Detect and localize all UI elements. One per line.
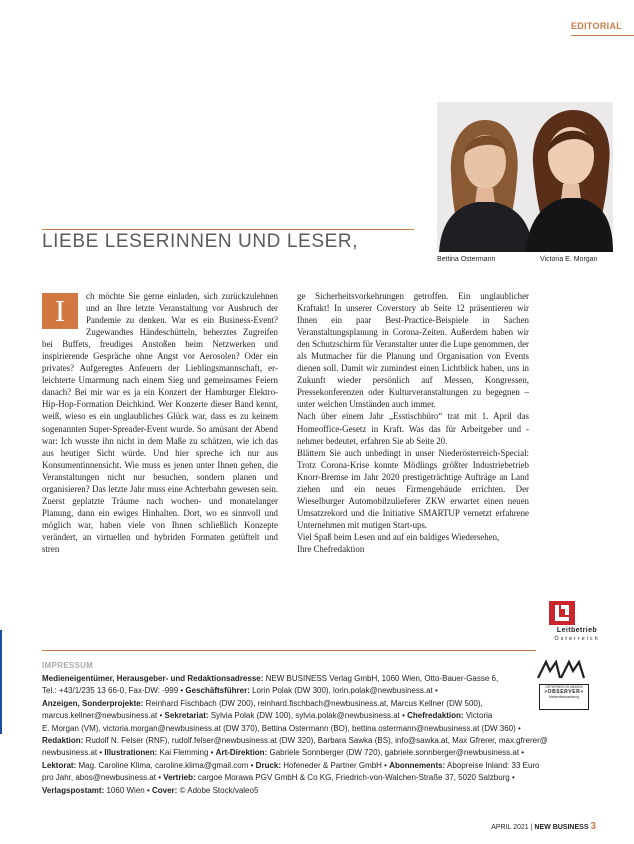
page-number: 3 [590,821,596,832]
seal-bottom-text: Medienbeobachtung [549,695,579,699]
editors-photo [437,102,613,252]
imprint-label: Anzeigen, Sonderprojekte: [42,698,144,708]
imprint-label: Illustrationen: [104,748,158,758]
leitbetrieb-text: Leitbetrieb [556,627,598,634]
imprint-line [42,785,595,797]
dropcap: I [42,293,78,329]
article-paragraph: Blättern Sie auch unbedingt in unser Niederösterreich-Special: Trotz Corona-Krise konnte Mödlings größter Industriebetrieb Knorr-Bremse im Jahr 2020 prestigeträchtige Aufträge an Land ziehen und ein neues Firmengebäude errichten. Der Wieselburger Automobilzulieferer ZKW erwartet einen neuen Umsatzrekord und die Initiative SMARTUP vernetzt erfahrene Unternehmen mit mutigen Start-ups. [297,447,529,530]
leitbetrieb-label [535,627,619,643]
imprint-label: Druck: [255,760,282,770]
imprint-value: Reinhard Fischbach (DW 200), reinhard.fischbach@newbusiness.at, Marcus Kellner (DW 500), [145,698,483,708]
article-paragraph: ch möchte Sie gerne einladen, sich zurückzulehnen und an Ihre letzte Veranstaltung vor Ausbruch der Pandemie zu denken. War es ein Business-Event? Zugewandtes Händeschütteln, beherztes Zugreifen bei Buffets, freudiges Anstoßen beim Netzwerken und inspirierende Gespräche ohne Angst vor Aerosolen? Oder ein privates? Aufgeregtes Anfeuern der Lieblingsmannschaft, erleichterte Umarmung nach einem Sieg und gemeinsames Feiern danach? Bei mir war es ja ein Konzert der Hamburger Elektro-Hip-Hop-Formation Deichkind. Wer Konzerte dieser Band kennt, weiß, wieso es ein unglaubliches Glück war, dass es zu keinem sogenannten Super-Spreader-Event wurde. So amüsant der Abend war: Ich wusste ihn nicht in dem Maße zu schätzen, wie ich das aus heutiger Sicht würde. Und hier spreche ich nur aus Konsumentinnensicht. Wie muss es jenen unter Ihnen gehen, die Veranstaltungen nicht nur besuchen, sondern planen und organisieren? Das letzte Jahr muss eine Achterbahn gewesen sein. Zuerst geplatzte Träume nach wochen- und monatelanger Planung, dann ein ewiges Hinhalten. Dort, wo es sinnvoll und möglich war, haben viele von Ihnen schließlich Konzepte verändert, an virtuellen und hybriden Formaten getüftelt und stren [42,291,278,554]
imprint-line [42,698,595,710]
imprint-value: Sylvia Polak (DW 100), sylvia.polak@newbusiness.at • [210,711,408,721]
headline-rule [42,229,414,230]
imprint-value: Lorin Polak (DW 300), lorin.polak@newbusiness.at • [252,686,438,696]
signature-line: Ihre Chefredaktion [297,543,365,554]
article-paragraph: ge Sicherheitsvorkehrungen getroffen. Ein unglaublicher Kraftakt! In unserer Coverstory ab Seite 12 präsentieren wir Ihnen ein paar Best-Practice-Beispiele in Sachen Veranstaltungsplanung in Corona-Zeiten. Außerdem haben wir den Schutzschirm für Veranstalter unter die Lupe genommen, der als Mutmacher für die Planung und Organisation von Events dienen soll. Damit wir zumindest einen Lichtblick haben, uns in Zukunft wieder persönlich auf Messen, Kongressen, Pressekonferenzen oder Kulturveranstaltungen zu begegnen – unter welchen Umständen auch immer. [297,291,529,410]
imprint-line [42,723,595,735]
imprint-line [42,710,595,722]
side-accent-bar [0,630,2,734]
imprint-rule [42,650,536,651]
article-paragraph: Nach über einem Jahr „Esstischbüro“ trat mit 1. April das Homeoffice-Gesetz in Kraft. Was das für Arbeitgeber und -nehmer bedeutet, erfahren Sie ab Seite 20. [297,411,529,446]
imprint-value: NEW BUSINESS Verlag GmbH, 1060 Wien, Otto-Bauer-Gasse 6, [265,674,499,683]
footer-separator: | [530,824,533,831]
imprint-value: Mag. Caroline Klima, caroline.klima@gmail.com • [78,760,256,770]
imprint-value: cargoe Morawa PGV GmbH & Co KG, Friedrich-von-Walchen-Straße 37, 5020 Salzburg • [197,773,515,783]
imprint-value: 1060 Wien • [106,785,152,795]
imprint-label: Abonnements: [389,760,446,770]
imprint-line [42,685,595,697]
imprint-label: Sekretariat: [164,711,209,721]
imprint-line [42,673,595,685]
imprint-value: Tel.: +43/1/235 13 66-0, Fax-DW: -999 • [42,686,186,696]
leitbetrieb-logo [549,601,575,625]
imprint-value: © Adobe Stock/valeo5 [179,785,259,795]
imprint-value: marcus.kellner@newbusiness.at • [42,711,165,721]
section-label: EDITORIAL [571,21,623,31]
imprint-value: newbusiness.at • [42,748,105,758]
imprint-line [42,772,595,784]
section-rule [571,35,634,36]
imprint-label: Vertrieb: [163,773,196,783]
headline: LIEBE LESERINNEN UND LESER, [42,231,359,252]
imprint-title: IMPRESSUM [42,661,94,670]
imprint-label: Lektorat: [42,760,77,770]
imprint-value: Victoria [465,711,493,721]
seal-top-text: ÖSTERREICHS MEDIEN [545,685,583,689]
article-column-2 [297,290,529,555]
article-paragraph: Viel Spaß beim Lesen und auf ein baldiges Wiedersehen, [297,531,500,542]
photo-caption-right: Victoria E. Morgan [540,256,598,263]
imprint-label: Verlagspostamt: [42,785,105,795]
imprint-label: Redaktion: [42,736,84,746]
imprint-value: Kai Flemming • [159,748,216,758]
magazine-name: NEW BUSINESS [534,824,589,831]
page-footer [491,821,596,832]
imprint-value: Rudolf N. Felser (RNF), rudolf.felser@newbusiness.at (DW 320), Barbara Sawka (BS), info@sawka.at, Max Gfrerer, max.gfrerer@ [85,736,548,746]
imprint-label: Art-Direktion: [215,748,268,758]
seal-name: »OBSERVER« [544,689,584,695]
imprint-label: Geschäftsführer: [185,686,250,696]
article-column-1 [42,290,278,555]
imprint-value: E. Morgan (VM), victoria.morgan@newbusiness.at (DW 370), Bettina Ostermann (BO), bettina.ostermann@newbusiness.at (DW 360) • [42,723,521,733]
imprint-line [42,760,595,772]
imprint-value: pro Jahr, abos@newbusiness.at • [42,773,164,783]
photo-caption-left: Bettina Ostermann [437,256,496,263]
imprint-value: Abopreise Inland: 33 Euro [447,760,540,770]
imprint-label: Medieneigentümer, Herausgeber- und Redaktionsadresse: [42,674,264,683]
imprint-value: Gabriele Sonnberger (DW 720), gabriele.sonnberger@newbusiness.at • [269,748,525,758]
issue-date: APRIL 2021 [491,824,529,831]
imprint-value: Hofeneder & Partner GmbH • [283,760,390,770]
imprint-label: Chefredaktion: [407,711,464,721]
leitbetrieb-subtext: Österreich [554,636,600,642]
imprint-label: Cover: [151,785,178,795]
imprint-line [42,735,595,747]
imprint-line [42,747,595,759]
imprint-body [42,673,595,797]
